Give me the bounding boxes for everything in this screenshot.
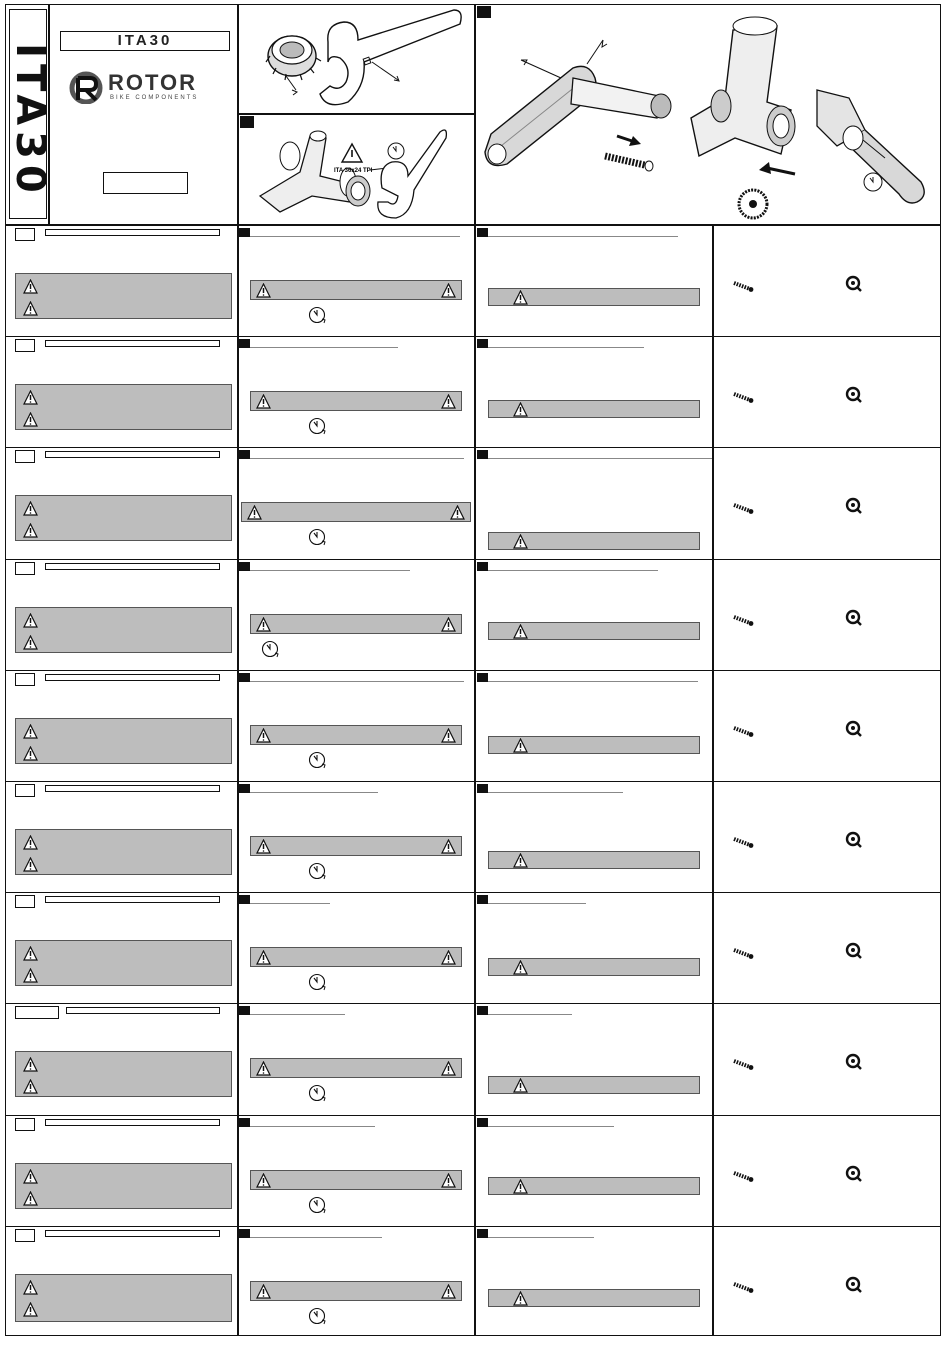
warning-box [15, 940, 232, 986]
warning-icon [23, 1280, 38, 1295]
warning-box [250, 1170, 462, 1190]
warning-icon [23, 613, 38, 628]
warning-icon [513, 624, 528, 639]
warning-icon [513, 960, 528, 975]
magnifier-icon [845, 275, 861, 291]
warning-icon [441, 1284, 456, 1299]
warning-icon [441, 1061, 456, 1076]
row-divider [5, 447, 941, 448]
step-title-bar [45, 785, 220, 792]
torque-icon [307, 1083, 327, 1103]
torque-icon [307, 972, 327, 992]
warning-icon [256, 950, 271, 965]
step-heading-underline [250, 1126, 375, 1127]
warning-icon [23, 835, 38, 850]
magnifier-icon [845, 1276, 861, 1292]
warning-box [250, 391, 462, 411]
bearing-cup-icon [266, 36, 321, 95]
warning-box [15, 718, 232, 764]
magnifier-icon [845, 720, 861, 736]
step-badge [239, 450, 250, 459]
step-number-box [15, 673, 35, 686]
step-title-bar [45, 451, 220, 458]
warning-icon [23, 946, 38, 961]
warning-icon [513, 290, 528, 305]
magnifier-icon [845, 831, 861, 847]
step-heading-underline [488, 903, 586, 904]
step-badge [239, 784, 250, 793]
magnifier-icon [845, 942, 861, 958]
warning-icon [513, 534, 528, 549]
step-badge [239, 339, 250, 348]
spine-panel [7, 9, 53, 219]
step-heading-underline [250, 347, 398, 348]
warning-icon [23, 1302, 38, 1317]
chainring-icon [739, 190, 767, 218]
warning-icon [256, 1173, 271, 1188]
bolt-icon [732, 946, 752, 960]
warning-box [15, 495, 232, 541]
step-heading-underline [250, 1237, 382, 1238]
tools-diagram [240, 6, 472, 112]
spindle-icon [571, 78, 671, 118]
warning-icon [441, 283, 456, 298]
warning-box [241, 502, 471, 522]
step-heading-underline [250, 236, 460, 237]
step-number-box [15, 450, 35, 463]
step-heading-underline [488, 347, 644, 348]
bolt-icon [732, 613, 752, 627]
step-heading-underline [488, 681, 698, 682]
row-divider [5, 1226, 941, 1227]
bolt-icon [605, 156, 653, 171]
step-badge [477, 228, 488, 237]
warning-icon [23, 746, 38, 761]
warning-box [488, 851, 700, 869]
step-number-box [15, 784, 35, 797]
step-badge [239, 1118, 250, 1127]
step-badge [477, 562, 488, 571]
step-badge [239, 1006, 250, 1015]
rotor-logo-icon [68, 70, 108, 104]
step-number-box [15, 1118, 35, 1131]
warning-box [250, 614, 462, 634]
warning-icon [441, 950, 456, 965]
warning-box [488, 288, 700, 306]
warning-icon [342, 144, 362, 162]
step-badge [477, 339, 488, 348]
step-title-bar [66, 1007, 220, 1014]
warning-icon [247, 505, 262, 520]
step-heading-underline [488, 236, 678, 237]
warning-icon [441, 839, 456, 854]
bolt-icon [732, 390, 752, 404]
torque-icon [260, 639, 280, 659]
step-number-box [15, 1229, 35, 1242]
bolt-icon [732, 1169, 752, 1183]
step-title-bar [45, 1230, 220, 1237]
warning-box [488, 958, 700, 976]
step-heading-underline [250, 570, 410, 571]
step-number-box [15, 228, 35, 241]
model-label: ITA30 [60, 31, 230, 51]
warning-icon [23, 1057, 38, 1072]
warning-icon [23, 301, 38, 316]
warning-icon [23, 857, 38, 872]
step-heading-underline [250, 1014, 345, 1015]
warning-icon [23, 724, 38, 739]
torque-icon [307, 305, 327, 325]
warning-box [15, 1163, 232, 1209]
warning-box [250, 947, 462, 967]
warning-icon [513, 1291, 528, 1306]
step-badge [239, 673, 250, 682]
step-title-bar [45, 896, 220, 903]
step-title-bar [45, 229, 220, 236]
header-bottom [5, 224, 941, 226]
step-badge [239, 895, 250, 904]
warning-icon [23, 412, 38, 427]
step-number-box [15, 339, 35, 352]
bolt-icon [732, 501, 752, 515]
step-heading-underline [488, 1126, 614, 1127]
column-divider-3 [712, 224, 714, 1336]
step-number-box [15, 562, 35, 575]
spine-title: ITA30 [7, 43, 53, 199]
torque-icon [307, 750, 327, 770]
frame-shell-icon [691, 17, 795, 156]
step-heading-underline [488, 792, 623, 793]
torque-icon [307, 1195, 327, 1215]
step-badge [477, 450, 488, 459]
warning-icon [23, 523, 38, 538]
step-heading-underline [488, 1014, 572, 1015]
row-divider [5, 892, 941, 893]
step-heading-underline [488, 570, 658, 571]
thread-label: ITA 36x24 TPI [334, 168, 373, 174]
warning-icon [513, 1078, 528, 1093]
step-title-bar [45, 340, 220, 347]
step-heading-underline [488, 458, 712, 459]
magnifier-icon [845, 1053, 861, 1069]
brand-tagline: BIKE COMPONENTS [110, 95, 199, 101]
warning-box [250, 1281, 462, 1301]
torque-icon [307, 861, 327, 881]
warning-icon [256, 394, 271, 409]
warning-box [15, 1051, 232, 1097]
bolt-icon [732, 1057, 752, 1071]
warning-icon [23, 501, 38, 516]
warning-box [15, 607, 232, 653]
warning-icon [23, 968, 38, 983]
warning-box [250, 725, 462, 745]
warning-box [15, 273, 232, 319]
warning-icon [256, 617, 271, 632]
warning-box [488, 736, 700, 754]
warning-icon [513, 738, 528, 753]
row-divider [5, 670, 941, 671]
step-badge [477, 1118, 488, 1127]
warning-box [488, 622, 700, 640]
step-title-bar [45, 674, 220, 681]
bearing-cup-icon [346, 176, 370, 206]
step-badge [477, 1006, 488, 1015]
warning-box [488, 1177, 700, 1195]
bolt-icon [732, 724, 752, 738]
warning-box [250, 280, 462, 300]
warning-box [488, 1076, 700, 1094]
magnifier-icon [845, 386, 861, 402]
warning-icon [23, 1169, 38, 1184]
warning-box [250, 1058, 462, 1078]
step-badge [239, 228, 250, 237]
header-split [238, 113, 474, 115]
warning-icon [441, 394, 456, 409]
step-heading-underline [488, 1237, 594, 1238]
step-badge [239, 562, 250, 571]
warning-box [488, 400, 700, 418]
torque-icon [307, 1306, 327, 1326]
warning-box [15, 829, 232, 875]
warning-icon [256, 1284, 271, 1299]
step-badge [477, 784, 488, 793]
warning-box [250, 836, 462, 856]
bolt-icon [732, 1280, 752, 1294]
step-number-box [15, 895, 35, 908]
warning-icon [441, 1173, 456, 1188]
step-title-bar [45, 1119, 220, 1126]
magnifier-icon [845, 609, 861, 625]
step-badge [239, 1229, 250, 1238]
warning-icon [23, 635, 38, 650]
warning-box [488, 532, 700, 550]
warning-icon [256, 1061, 271, 1076]
blank-label-box [103, 172, 188, 194]
warning-icon [513, 1179, 528, 1194]
warning-icon [256, 283, 271, 298]
warning-icon [450, 505, 465, 520]
step-heading-underline [250, 681, 464, 682]
magnifier-icon [845, 497, 861, 513]
brand-logo [68, 70, 228, 106]
bolt-icon [732, 835, 752, 849]
warning-icon [23, 1191, 38, 1206]
warning-icon [441, 617, 456, 632]
row-divider [5, 1115, 941, 1116]
step-title-bar [45, 563, 220, 570]
warning-icon [23, 279, 38, 294]
spanner-wrench-icon [320, 10, 461, 105]
step-heading-underline [250, 792, 378, 793]
bolt-icon [732, 279, 752, 293]
step-badge [477, 895, 488, 904]
torque-icon [388, 143, 404, 159]
warning-icon [256, 839, 271, 854]
torque-icon [307, 527, 327, 547]
warning-icon [23, 1079, 38, 1094]
step-heading-underline [250, 903, 330, 904]
frame-install-diagram [240, 116, 472, 222]
warning-box [488, 1289, 700, 1307]
row-divider [5, 559, 941, 560]
step-number-box [15, 1006, 59, 1019]
step-badge [477, 673, 488, 682]
magnifier-icon [845, 1165, 861, 1181]
warning-icon [23, 390, 38, 405]
row-divider [5, 781, 941, 782]
warning-box [15, 384, 232, 430]
step-badge [477, 1229, 488, 1238]
row-divider [5, 336, 941, 337]
step-heading-underline [250, 458, 464, 459]
brand-name: ROTOR [108, 70, 198, 95]
row-divider [5, 1003, 941, 1004]
crank-exploded-diagram [477, 6, 939, 222]
warning-icon [441, 728, 456, 743]
warning-icon [513, 402, 528, 417]
torque-icon [864, 173, 882, 191]
warning-box [15, 1274, 232, 1322]
warning-icon [256, 728, 271, 743]
warning-icon [513, 853, 528, 868]
torque-icon [307, 416, 327, 436]
